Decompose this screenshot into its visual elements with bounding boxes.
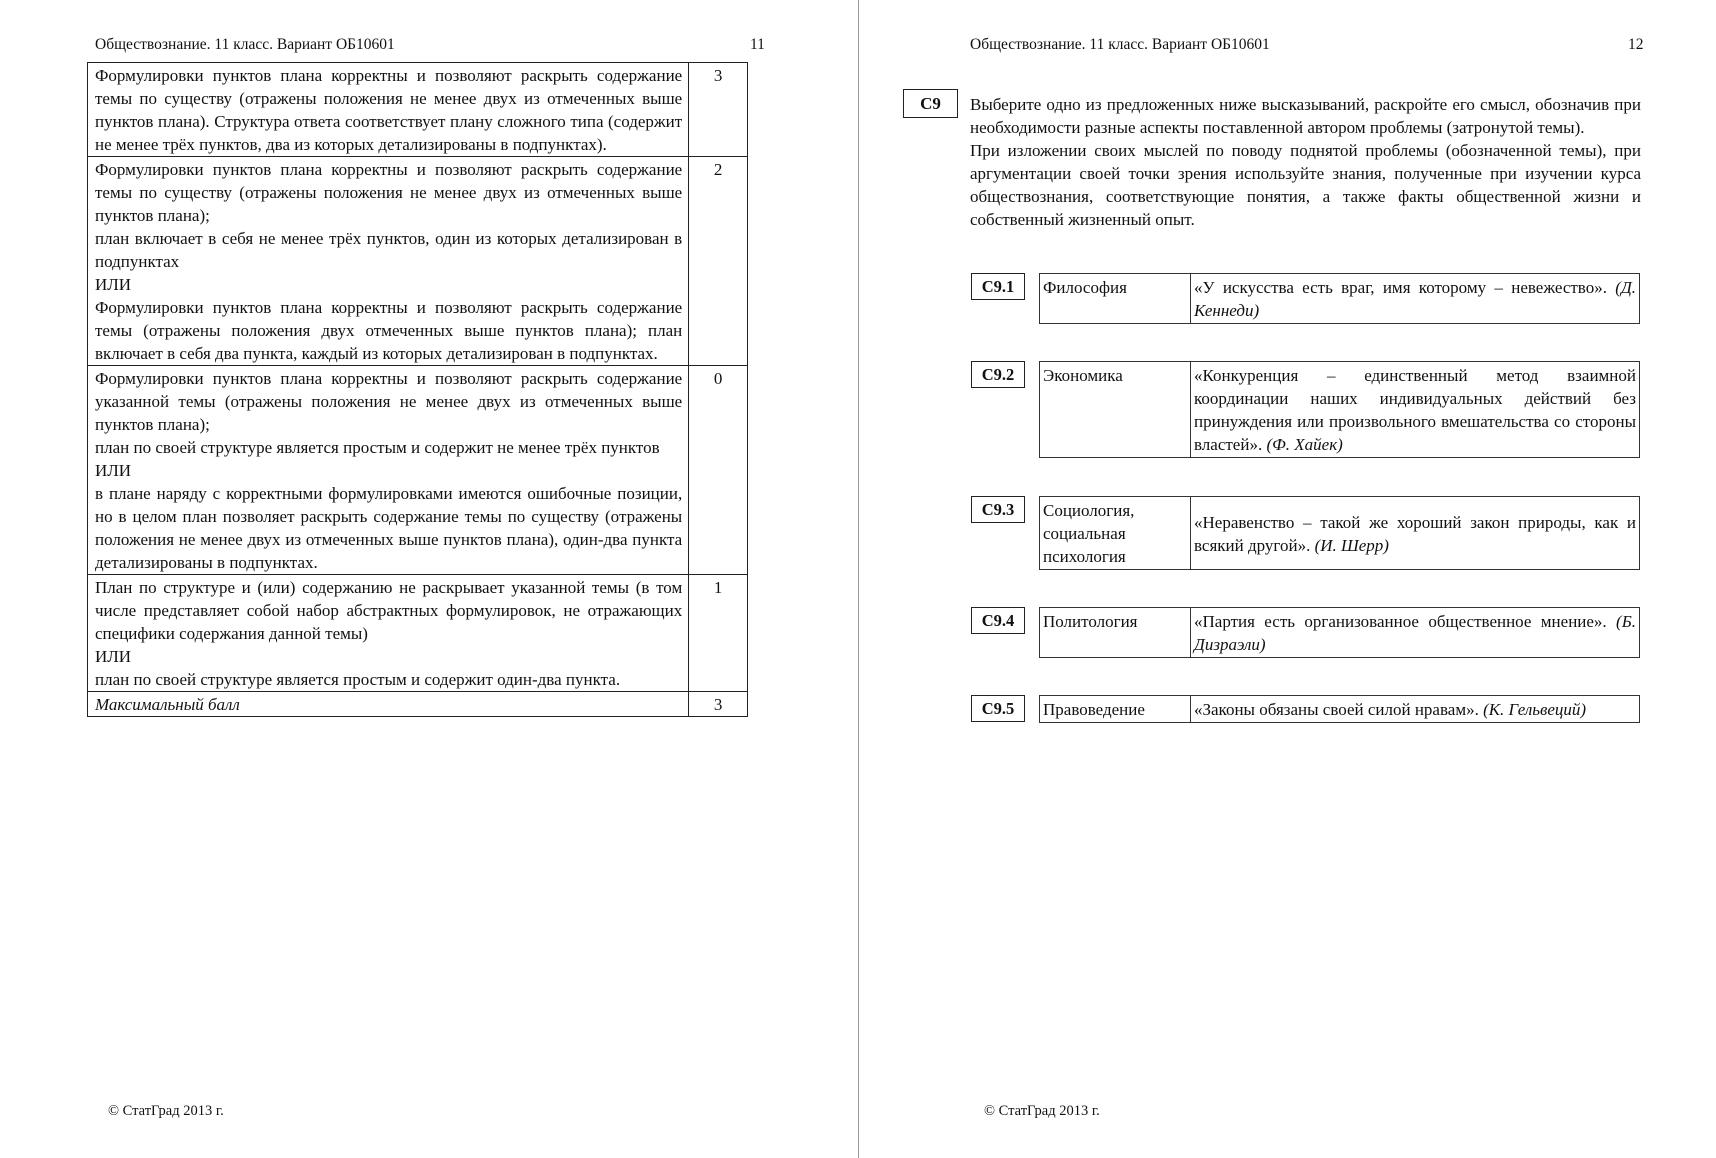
criteria-paragraph: план по своей структуре является простым и содержит не менее трёх пунктов (95, 438, 660, 457)
task-text-paragraph: Выберите одно из предложенных ниже высказываний, раскройте его смысл, обозначив при необходимости разные аспекты поставленной автором проблемы (затронутой темы). (970, 95, 1641, 137)
criteria-text (88, 575, 689, 692)
criteria-row (88, 366, 748, 575)
option-table (1039, 607, 1640, 658)
option-quote: «Неравенство – такой же хороший закон природы, как и всякий другой». (1194, 512, 1636, 555)
option-table (1039, 361, 1640, 458)
criteria-score: 0 (689, 366, 748, 575)
option-subject: Правоведение (1040, 696, 1191, 723)
option-code-box: С9.2 (971, 361, 1025, 388)
criteria-score: 2 (689, 157, 748, 366)
task-text-paragraph: При изложении своих мыслей по поводу поднятой проблемы (обозначенной темы), при аргументации своей точки зрения используйте знания, полученные при изучении курса обществознания, соответствующие понятия, а также факты общественной жизни и собственный жизненный опыт. (970, 141, 1641, 229)
option-table (1039, 695, 1640, 723)
task-code-box: С9 (903, 89, 958, 118)
option-quote: «У искусства есть враг, имя которому – невежество». (1194, 278, 1607, 297)
option-quote-cell (1191, 608, 1640, 658)
right-page-number: 12 (1628, 36, 1644, 53)
criteria-table (87, 62, 748, 717)
right-page (858, 0, 1716, 1158)
left-page-footer: © СтатГрад 2013 г. (108, 1103, 224, 1119)
option-table (1039, 273, 1640, 324)
criteria-row (88, 157, 748, 366)
option-quote: «Конкуренция – единственный метод взаимной координации наших индивидуальных действий без принуждения или произвольного вмешательства со стороны властей». (1194, 366, 1636, 454)
option-quote-cell (1191, 497, 1640, 570)
max-score-value: 3 (689, 692, 748, 717)
option-code-box: С9.1 (971, 273, 1025, 300)
criteria-row (88, 575, 748, 692)
option-code-box: С9.4 (971, 607, 1025, 634)
option-author: (И. Шерр) (1314, 535, 1389, 555)
task-instructions (970, 93, 1641, 231)
option-quote-cell (1191, 274, 1640, 324)
criteria-paragraph: План по структуре и (или) содержанию не раскрывает указанной темы (в том числе представляет собой набор абстрактных формулировок, не отражающих специфики содержания данной темы) (95, 578, 683, 643)
criteria-paragraph: в плане наряду с корректными формулировками имеются ошибочные позиции, но в целом план позволяет раскрыть содержание темы по существу (отражены положения не менее двух из отмеченных выше пунктов плана), один-два пункта детализированы в подпунктах. (95, 484, 683, 572)
option-author: (Б. Дизраэли) (1194, 612, 1636, 654)
option-code-box: С9.5 (971, 695, 1025, 722)
option-quote: «Законы обязаны своей силой нравам». (1194, 700, 1479, 719)
max-score-row (88, 692, 748, 717)
option-subject: Социология, социальная психология (1040, 497, 1191, 570)
option-subject: Экономика (1040, 362, 1191, 458)
criteria-score: 1 (689, 575, 748, 692)
max-score-label: Максимальный балл (88, 692, 689, 717)
criteria-paragraph: Формулировки пунктов плана корректны и позволяют раскрыть содержание темы (отражены положения двух отмеченных выше пунктов плана); план включает в себя два пункта, каждый из которых детализирован в подпунктах. (95, 298, 683, 363)
criteria-paragraph: план включает в себя не менее трёх пунктов, один из которых детализирован в подпунктах (95, 229, 683, 271)
option-quote: «Партия есть организованное общественное мнение». (1194, 612, 1607, 631)
criteria-paragraph: Формулировки пунктов плана корректны и позволяют раскрыть содержание темы по существу (отражены положения не менее двух из отмеченных выше пунктов плана); (95, 160, 683, 225)
option-subject: Философия (1040, 274, 1191, 324)
option-code-box: С9.3 (971, 496, 1025, 523)
criteria-row (88, 63, 748, 157)
criteria-score: 3 (689, 63, 748, 157)
criteria-or-separator: ИЛИ (95, 461, 132, 480)
left-page-header-title: Обществознание. 11 класс. Вариант ОБ10601 (95, 36, 395, 53)
right-page-footer: © СтатГрад 2013 г. (984, 1103, 1100, 1119)
right-page-header-title: Обществознание. 11 класс. Вариант ОБ10601 (970, 36, 1270, 53)
criteria-text (88, 366, 689, 575)
criteria-paragraph: Формулировки пунктов плана корректны и позволяют раскрыть содержание темы по существу (отражены положения не менее двух из отмеченных выше пунктов плана). Структура ответа соответствует плану сложного типа (содержит не менее трёх пунктов, два из которых детализированы в подпунктах). (95, 66, 683, 154)
option-author: (Ф. Хайек) (1266, 435, 1343, 454)
criteria-or-separator: ИЛИ (95, 275, 132, 294)
option-quote-cell (1191, 696, 1640, 723)
criteria-text (88, 157, 689, 366)
left-page-number: 11 (750, 36, 765, 53)
option-quote-cell (1191, 362, 1640, 458)
criteria-text (88, 63, 689, 157)
option-author: (К. Гельвеций) (1483, 700, 1587, 719)
option-author: (Д. Кеннеди) (1194, 278, 1637, 320)
criteria-paragraph: Формулировки пунктов плана корректны и позволяют раскрыть содержание указанной темы (отражены положения не менее двух из отмеченных выше пунктов плана); (95, 369, 683, 434)
criteria-or-separator: ИЛИ (95, 647, 132, 666)
criteria-paragraph: план по своей структуре является простым и содержит один-два пункта. (95, 670, 621, 689)
option-subject: Политология (1040, 608, 1191, 658)
option-table (1039, 496, 1640, 570)
